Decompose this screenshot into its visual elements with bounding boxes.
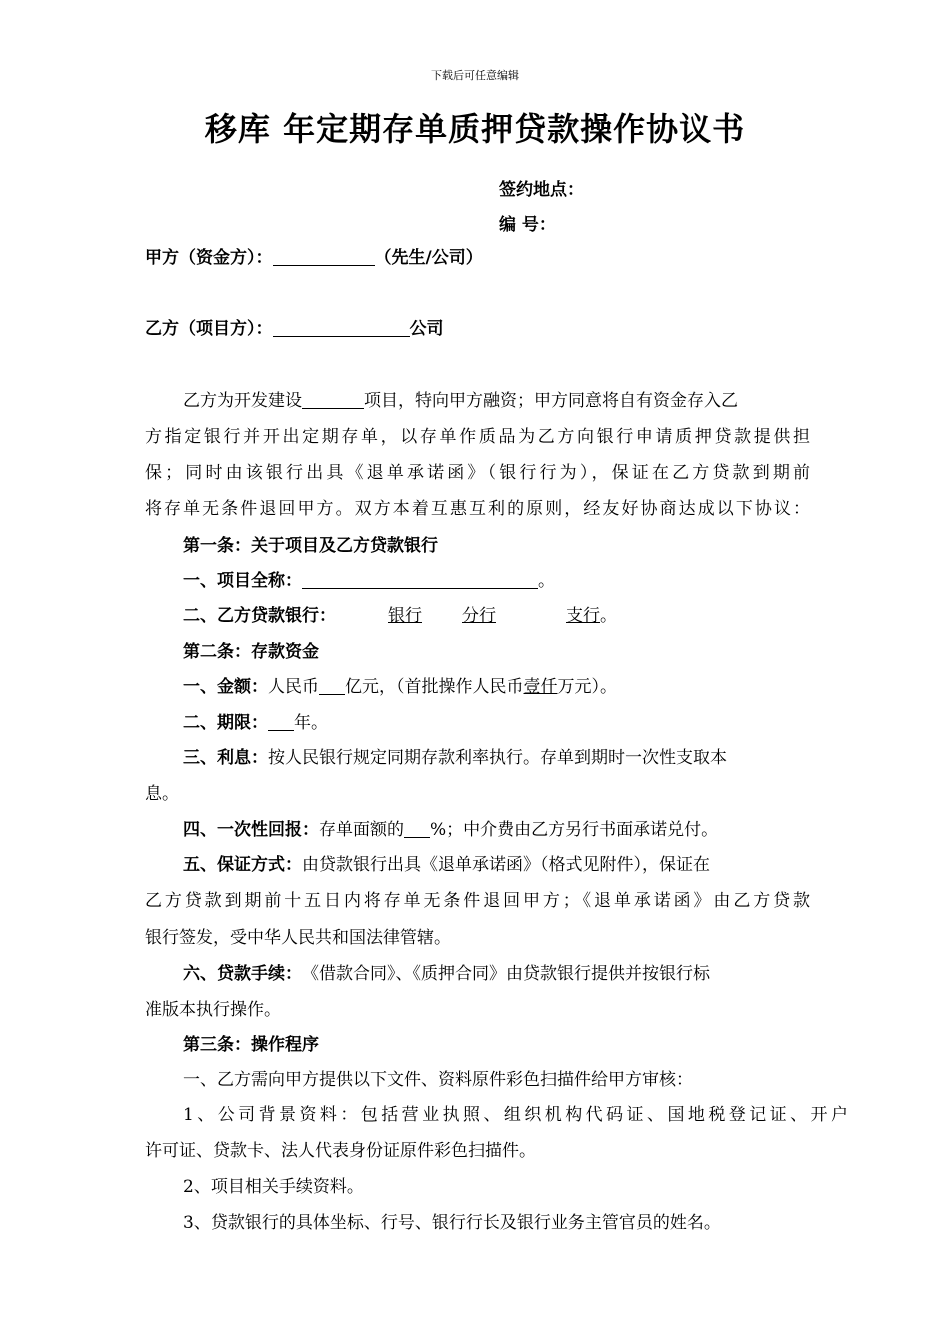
article-3-heading: 第三条：操作程序 bbox=[183, 1035, 319, 1055]
guarantee-line-3: 银行签发，受中华人民共和国法律管辖。 bbox=[145, 928, 451, 948]
loan-bank-subbranch: 支行 bbox=[566, 606, 600, 626]
intro-text-a: 乙方为开发建设 bbox=[183, 391, 302, 411]
intro-line-3: 保；同时由该银行出具《退单承诺函》（银行行为），保证在乙方贷款到期前 bbox=[145, 463, 810, 483]
document-title: 移库 年定期存单质押贷款操作协议书 bbox=[204, 110, 746, 148]
project-fullname-end: 。 bbox=[538, 571, 555, 591]
party-b-suffix: 公司 bbox=[409, 319, 444, 339]
intro-text-b: 项目，特向甲方融资；甲方同意将自有资金存入乙 bbox=[364, 391, 738, 411]
amount-line bbox=[145, 669, 848, 705]
article-2-heading: 第二条：存款资金 bbox=[183, 642, 319, 662]
party-a-blank[interactable] bbox=[273, 247, 375, 266]
term-line bbox=[145, 705, 848, 741]
party-b-label: 乙方（项目方）： bbox=[145, 319, 273, 339]
article-3-sub-1-line-2: 许可证、贷款卡、法人代表身份证原件彩色扫描件。 bbox=[145, 1141, 536, 1161]
intro-line-4: 将存单无条件退回甲方。双方本着互惠互利的原则，经友好协商达成以下协议： bbox=[145, 499, 810, 519]
amount-text-b: 亿元，（首批操作人民币 bbox=[345, 677, 524, 697]
contract-number-label: 编 号： bbox=[499, 215, 556, 235]
interest-label: 三、利息： bbox=[183, 748, 268, 768]
procedure-text-1: 《借款合同》、《质押合同》由贷款银行提供并按银行标 bbox=[302, 964, 710, 984]
signing-place-label: 签约地点： bbox=[499, 180, 584, 200]
procedure-label: 六、贷款手续： bbox=[183, 964, 302, 984]
party-b-line bbox=[145, 311, 810, 347]
article-3-sub-1-line-1: 1、公司背景资料：包括营业执照、组织机构代码证、国地税登记证、开户 bbox=[183, 1105, 848, 1125]
amount-label: 一、金额： bbox=[183, 677, 268, 697]
party-a-suffix: （先生/公司） bbox=[374, 248, 483, 268]
guarantee-line-1 bbox=[145, 847, 848, 883]
procedure-line-1 bbox=[145, 956, 848, 992]
return-text-b: %；中介费由乙方另行书面承诺兑付。 bbox=[430, 820, 719, 840]
article-3-sub-2: 2、项目相关手续资料。 bbox=[183, 1177, 364, 1197]
guarantee-label: 五、保证方式： bbox=[183, 855, 302, 875]
return-line bbox=[145, 812, 848, 848]
project-fullname-blank[interactable] bbox=[302, 570, 538, 589]
project-fullname-label: 一、项目全称： bbox=[183, 571, 302, 591]
return-percent-blank[interactable] bbox=[404, 819, 430, 838]
project-fullname-line bbox=[145, 563, 848, 599]
term-label: 二、期限： bbox=[183, 713, 268, 733]
party-b-blank[interactable] bbox=[273, 318, 410, 337]
term-unit: 年。 bbox=[294, 713, 328, 733]
intro-line-1 bbox=[145, 383, 848, 419]
party-a-label: 甲方（资金方）： bbox=[145, 248, 273, 268]
first-batch-amount: 壹仟 bbox=[523, 677, 558, 697]
return-label: 四、一次性回报： bbox=[183, 820, 319, 840]
guarantee-line-2: 乙方贷款到期前十五日内将存单无条件退回甲方；《退单承诺函》由乙方贷款 bbox=[145, 891, 810, 911]
article-1-heading: 第一条：关于项目及乙方贷款银行 bbox=[183, 536, 438, 556]
term-blank[interactable] bbox=[268, 712, 294, 731]
article-3-sub-3: 3、贷款银行的具体坐标、行号、银行行长及银行业务主管官员的姓名。 bbox=[183, 1213, 721, 1233]
header-note: 下载后可任意编辑 bbox=[431, 69, 519, 82]
amount-text-c: 万元）。 bbox=[557, 677, 617, 697]
loan-bank-bank: 银行 bbox=[388, 606, 422, 626]
return-text-a: 存单面额的 bbox=[319, 820, 404, 840]
amount-text-a: 人民币 bbox=[268, 677, 319, 697]
loan-bank-end: 。 bbox=[600, 606, 617, 626]
loan-bank-fields[interactable] bbox=[336, 606, 600, 626]
interest-line-1 bbox=[145, 740, 848, 776]
interest-line-2: 息。 bbox=[145, 784, 179, 804]
article-3-item-1: 一、乙方需向甲方提供以下文件、资料原件彩色扫描件给甲方审核： bbox=[183, 1070, 693, 1090]
procedure-line-2: 准版本执行操作。 bbox=[145, 1000, 281, 1020]
intro-line-2: 方指定银行并开出定期存单，以存单作质品为乙方向银行申请质押贷款提供担 bbox=[145, 427, 810, 447]
guarantee-text-1: 由贷款银行出具《退单承诺函》（格式见附件），保证在 bbox=[302, 855, 710, 875]
loan-bank-line bbox=[145, 598, 848, 634]
amount-blank[interactable] bbox=[319, 676, 345, 695]
loan-bank-branch: 分行 bbox=[462, 606, 496, 626]
project-name-blank[interactable] bbox=[302, 390, 364, 409]
interest-text-1: 按人民银行规定同期存款利率执行。存单到期时一次性支取本 bbox=[268, 748, 727, 768]
loan-bank-label: 二、乙方贷款银行： bbox=[183, 606, 336, 626]
party-a-line bbox=[145, 240, 810, 276]
